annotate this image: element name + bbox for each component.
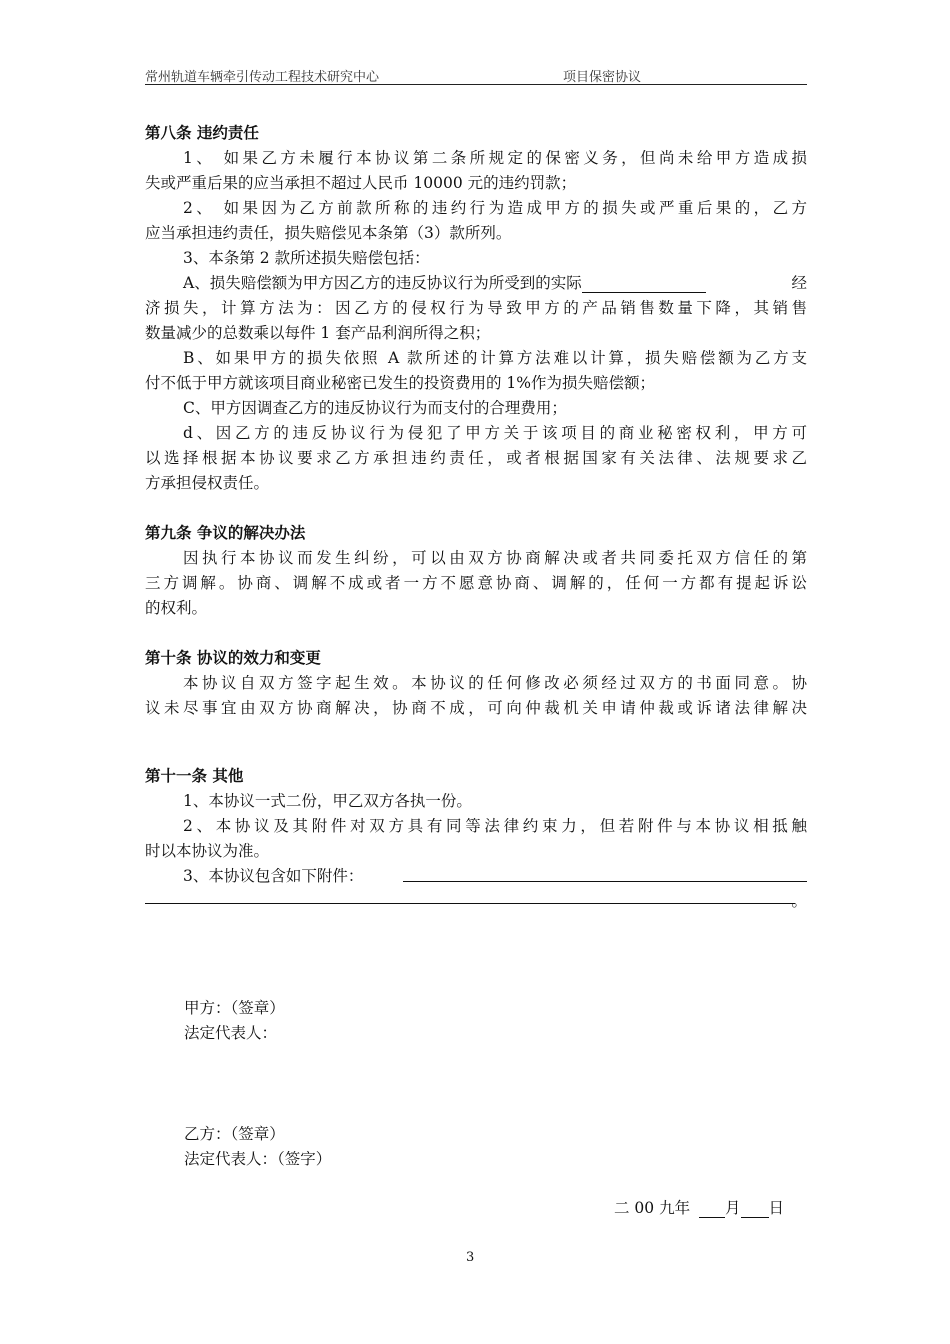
art11-clause1: 1、本协议一式二份，甲乙双方各执一份。 [183,792,472,810]
art8-clause2-line2: 应当承担违约责任，损失赔偿见本条第（3）款所列。 [145,224,512,242]
party-b-representative: 法定代表人：（签字） [184,1150,332,1168]
month-blank[interactable] [699,1201,725,1218]
spacer [145,496,807,520]
article-9-heading: 第九条 争议的解决办法 [145,524,306,542]
article-8-heading: 第八条 违约责任 [145,124,259,142]
page-number: 3 [466,1250,475,1265]
art8-clause1-line2: 失或严重后果的应当承担不超过人民币 10000 元的违约罚款； [145,174,577,192]
art9-line1: 因执行本协议而发生纠纷，可以由双方协商解决或者共同委托双方信任的第 [183,549,807,567]
art8-item-d-line1: d、因乙方的违反协议行为侵犯了甲方关于该项目的商业秘密权利，甲方可 [183,424,807,442]
item-a-tail: 经 [791,274,807,292]
art8-clause1-line1: 1、 如果乙方未履行本协议第二条所规定的保密义务，但尚未给甲方造成损 [183,149,807,167]
art8-item-a-line3: 数量减少的总数乘以每件 1 套产品利润所得之积； [145,324,491,342]
attachments-label: 3、本协议包含如下附件： [183,867,364,885]
document-body [145,120,807,914]
date-day-label: 日 [768,1199,785,1217]
header-document-title: 项目保密协议 [563,70,642,85]
party-a-seal: 甲方：（签章） [184,999,285,1017]
article-10-heading: 第十条 协议的效力和变更 [145,649,321,667]
loss-amount-blank[interactable] [582,275,706,293]
art8-item-a-line2: 济损失，计算方法为：因乙方的侵权行为导致甲方的产品销售数量下降，其销售 [145,299,807,317]
art11-clause3 [145,864,807,889]
art8-item-d-line2: 以选择根据本协议要求乙方承担违约责任，或者根据国家有关法律、法规要求乙 [145,449,807,467]
art8-item-c: C、甲方因调查乙方的违反协议行为而支付的合理费用； [183,399,567,417]
art11-attachments-line2 [145,889,807,914]
art9-line2: 三方调解。协商、调解不成或者一方不愿意协商、调解的，任何一方都有提起诉讼 [145,574,807,592]
art8-clause3: 3、本条第 2 款所述损失赔偿包括： [183,249,430,267]
attachments-end-period: 。 [791,892,807,910]
art11-clause2-line2: 时以本协议为准。 [145,842,270,860]
attachments-blank-line1[interactable] [403,864,807,882]
date-year: 二 00 九年 [614,1199,691,1217]
art8-item-b-line2: 付不低于甲方就该项目商业秘密已发生的投资费用的 1%作为损失赔偿额； [145,374,656,392]
article-11-heading: 第十一条 其他 [145,767,244,785]
spacer [145,621,807,645]
art8-clause2-line1: 2、 如果因为乙方前款所称的违约行为造成甲方的损失或严重后果的，乙方 [183,199,807,217]
party-a-block [184,996,285,1046]
art10-line2: 议未尽事宜由双方协商解决，协商不成，可向仲裁机关申请仲裁或诉诸法律解决 [145,699,807,717]
attachments-blank-line2[interactable] [145,889,795,904]
day-blank[interactable] [741,1201,769,1218]
art8-item-a-line1 [145,271,807,296]
art8-item-d-line3: 方承担侵权责任。 [145,474,270,492]
date-month-label: 月 [725,1199,741,1217]
art8-item-b-line1: B、如果甲方的损失依照 A 款所述的计算方法难以计算，损失赔偿额为乙方支 [183,349,807,367]
art11-clause2-line1: 2、本协议及其附件对双方具有同等法律约束力，但若附件与本协议相抵触 [183,817,807,835]
header-organization: 常州轨道车辆牵引传动工程技术研究中心 [145,70,380,85]
spacer [145,721,807,763]
signing-date [614,1196,784,1218]
item-a-text: A、损失赔偿额为甲方因乙方的违反协议行为所受到的实际 [183,274,582,292]
art9-line3: 的权利。 [145,599,208,617]
page-header [145,64,807,85]
party-a-representative: 法定代表人： [184,1024,278,1042]
party-b-block [184,1122,331,1172]
art10-line1: 本协议自双方签字起生效。本协议的任何修改必须经过双方的书面同意。协 [183,674,807,692]
party-b-seal: 乙方：（签章） [184,1125,285,1143]
